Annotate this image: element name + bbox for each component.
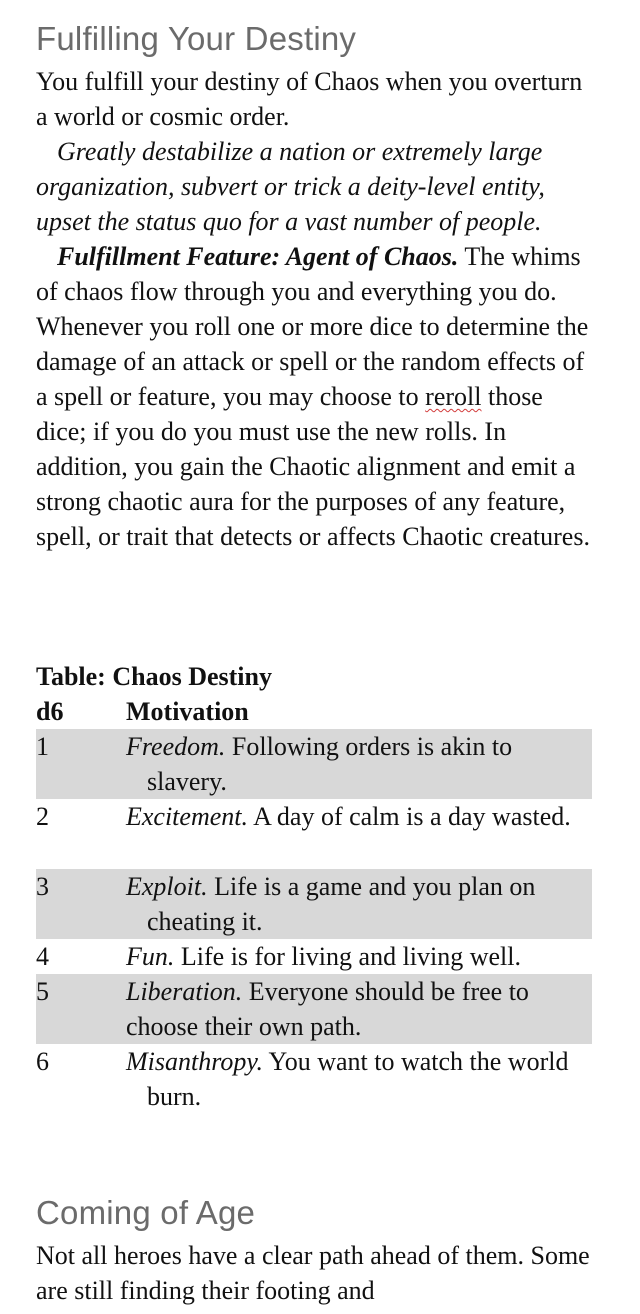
- row-number: 6: [36, 1047, 49, 1076]
- examples-paragraph: Greatly destabilize a nation or extremely large organization, subvert or trick a deity-level entity, upset the status quo for a vast number of people.: [36, 137, 545, 236]
- chaos-destiny-table: [36, 694, 592, 1114]
- motivation-name: Misanthropy.: [126, 1047, 263, 1076]
- row-number: 3: [36, 872, 49, 901]
- column-header-d6: d6: [36, 697, 64, 726]
- intro-paragraph: You fulfill your destiny of Chaos when you overturn a world or cosmic order.: [36, 67, 583, 131]
- misspelled-word[interactable]: reroll: [425, 382, 482, 411]
- table-row: [36, 1044, 592, 1114]
- motivation-text: You want to watch the world burn.: [147, 1047, 569, 1111]
- motivation-name: Liberation.: [126, 977, 243, 1006]
- row-motivation: [126, 799, 592, 834]
- coming-of-age-paragraph: Not all heroes have a clear path ahead of them. Some are still finding their footing and: [36, 1241, 590, 1305]
- feature-name: Fulfillment Feature: Agent of Chaos.: [57, 242, 459, 271]
- table-row: [36, 974, 592, 1044]
- motivation-text: Life is a game and you plan on cheating it.: [147, 872, 536, 936]
- motivation-name: Excitement.: [126, 802, 248, 831]
- section-heading-coming-of-age: Coming of Age: [36, 1194, 256, 1231]
- table-row: [36, 799, 592, 869]
- table-row: [36, 729, 592, 799]
- feature-paragraph: [36, 239, 596, 554]
- section-heading-fulfilling-destiny: Fulfilling Your Destiny: [36, 20, 357, 57]
- row-motivation: [126, 729, 592, 799]
- row-motivation: [126, 939, 592, 974]
- table-header-row: [36, 694, 592, 729]
- table-row: [36, 869, 592, 939]
- motivation-text: Everyone should be free to choose their own path.: [126, 977, 529, 1041]
- feature-text-part-2: those dice; if you do you must use the new rolls. In addition, you gain the Chaotic alignment and emit a strong chaotic aura for the purposes of any feature, spell, or trait that detects or affects Chaotic creatures.: [36, 382, 590, 551]
- row-motivation: [126, 1044, 592, 1114]
- motivation-text: Life is for living and living well.: [174, 942, 521, 971]
- row-motivation: [126, 974, 592, 1044]
- row-number: 5: [36, 977, 49, 1006]
- row-number: 1: [36, 732, 49, 761]
- column-header-motivation: Motivation: [126, 697, 249, 726]
- feature-text-part-1: The whims of chaos flow through you and everything you do. Whenever you roll one or more dice to determine the damage of an attack or spell or the random effects of a spell or feature, you may choose to: [36, 242, 589, 411]
- motivation-name: Freedom.: [126, 732, 226, 761]
- motivation-name: Exploit.: [126, 872, 208, 901]
- motivation-text: Following orders is akin to slavery.: [147, 732, 513, 796]
- row-number: 2: [36, 802, 49, 831]
- table-title: Table: Chaos Destiny: [36, 662, 272, 691]
- table-row: [36, 939, 592, 974]
- motivation-name: Fun.: [126, 942, 175, 971]
- motivation-text: A day of calm is a day wasted.: [248, 802, 571, 831]
- row-number: 4: [36, 942, 49, 971]
- row-motivation: [126, 869, 592, 939]
